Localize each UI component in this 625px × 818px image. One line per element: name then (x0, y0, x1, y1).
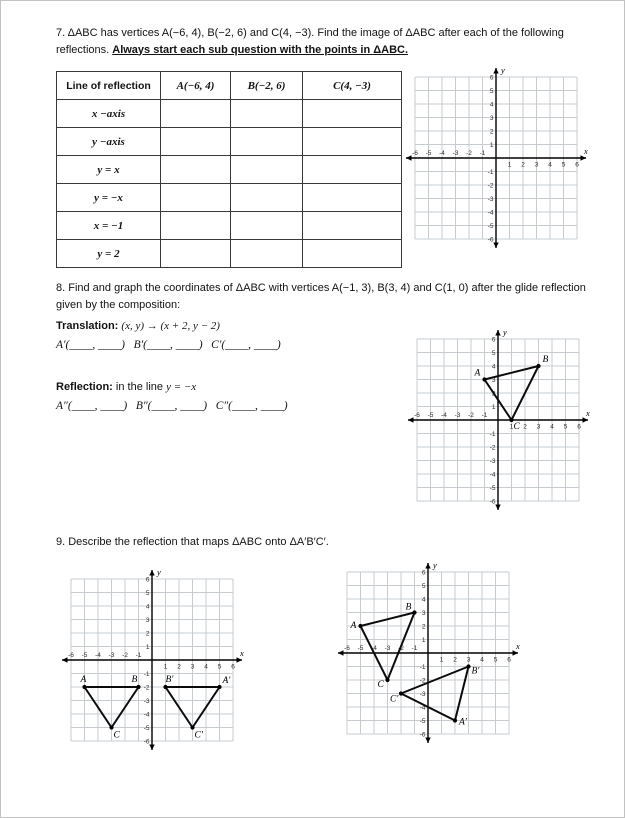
svg-text:y: y (157, 567, 161, 577)
q8-statement: 8. Find and graph the coordinates of ΔABC with vertices A(−1, 3), B(3, 4) and C(1, 0) after the glide reflection given by the composition: (56, 282, 586, 311)
svg-text:A′: A′ (459, 717, 467, 728)
svg-text:-5: -5 (489, 485, 496, 492)
q8-reflection-label: Reflection: (56, 381, 113, 393)
q7-reflection-table (56, 71, 402, 268)
svg-text:A: A (350, 621, 357, 631)
svg-text:-3: -3 (454, 412, 461, 419)
svg-text:B′: B′ (471, 666, 480, 677)
svg-text:3: 3 (534, 161, 539, 169)
svg-text:2: 2 (453, 656, 457, 664)
svg-text:-4: -4 (371, 645, 377, 652)
q7-table-row (57, 100, 402, 128)
svg-text:-6: -6 (419, 731, 426, 739)
svg-text:2: 2 (489, 128, 494, 136)
q9-statement: 9. Describe the reflection that maps ΔABC onto ΔA′B′C′. (56, 536, 329, 548)
svg-text:2: 2 (177, 663, 181, 671)
q7-row-label: y = x (57, 156, 161, 184)
svg-text:-4: -4 (441, 412, 447, 419)
coordinate-plane (51, 559, 253, 761)
svg-text:x: x (584, 146, 588, 156)
svg-text:-2: -2 (143, 684, 150, 692)
q7-header-vertex: A(−6, 4) (161, 72, 231, 100)
coordinate-plane (397, 319, 599, 521)
svg-text:6: 6 (489, 74, 494, 82)
q7-answer-cell (161, 128, 231, 156)
svg-text:-2: -2 (466, 150, 472, 157)
svg-text:-3: -3 (487, 196, 494, 203)
q8-translation-answer-blanks: A′(____, ____) B′(____, ____) C′(____, ____) (56, 339, 281, 351)
q7-answer-cell (231, 128, 303, 156)
q7-statement-emphasis: Always start each sub question with the points in ΔABC. (112, 43, 409, 56)
svg-text:5: 5 (493, 656, 498, 664)
q8-translation-rule: (x, y) → (x + 2, y − 2) (121, 320, 220, 332)
q7-table-row (57, 156, 402, 184)
svg-text:-2: -2 (419, 677, 426, 685)
svg-text:6: 6 (421, 569, 426, 577)
q7-answer-cell (161, 240, 231, 268)
svg-text:-2: -2 (487, 182, 494, 190)
svg-text:-6: -6 (487, 236, 494, 244)
svg-text:-5: -5 (425, 150, 432, 157)
q7-table-row (57, 212, 402, 240)
svg-text:4: 4 (421, 596, 426, 604)
q7-row-label: x −axis (57, 100, 161, 128)
svg-text:4: 4 (548, 161, 552, 169)
q7-table-header-row (57, 72, 402, 100)
svg-text:-6: -6 (143, 738, 150, 746)
svg-text:1: 1 (145, 644, 150, 651)
q7-row-label: y −axis (57, 128, 161, 156)
svg-text:5: 5 (491, 350, 496, 357)
q7-answer-cell (303, 156, 402, 184)
coordinate-plane (327, 552, 529, 754)
svg-text:-5: -5 (357, 645, 364, 652)
svg-text:-5: -5 (419, 718, 426, 725)
svg-text:-2: -2 (468, 412, 474, 419)
q7-table-row (57, 184, 402, 212)
svg-text:3: 3 (491, 377, 496, 384)
svg-text:2: 2 (523, 423, 527, 431)
svg-text:-5: -5 (81, 652, 88, 659)
svg-text:-5: -5 (427, 412, 434, 419)
q7-answer-cell (161, 156, 231, 184)
svg-text:B: B (131, 675, 138, 685)
svg-text:-4: -4 (487, 209, 494, 217)
svg-text:4: 4 (550, 423, 554, 431)
svg-text:B′: B′ (165, 675, 174, 685)
svg-text:-3: -3 (489, 458, 496, 465)
svg-text:-3: -3 (419, 691, 426, 698)
svg-text:5: 5 (217, 663, 222, 671)
svg-text:6: 6 (575, 161, 579, 169)
svg-text:-1: -1 (481, 412, 488, 419)
q7-table-row (57, 240, 402, 268)
svg-text:-4: -4 (489, 471, 496, 479)
q7-answer-cell (231, 100, 303, 128)
svg-text:2: 2 (145, 630, 150, 638)
svg-text:4: 4 (145, 603, 150, 611)
q9-coordinate-grid-left (51, 559, 253, 766)
svg-text:1: 1 (509, 423, 514, 431)
svg-text:-3: -3 (108, 652, 115, 659)
q8-reflection-rule: y = −x (166, 381, 197, 393)
svg-text:3: 3 (466, 656, 471, 664)
q7-header-vertex: B(−2, 6) (231, 72, 303, 100)
svg-text:C: C (113, 730, 120, 741)
svg-text:-5: -5 (143, 725, 150, 732)
svg-text:1: 1 (489, 142, 494, 149)
q7-coordinate-grid (395, 57, 597, 264)
svg-text:A: A (474, 368, 481, 379)
q7-table-row (57, 128, 402, 156)
svg-text:-4: -4 (439, 150, 445, 157)
svg-text:-3: -3 (384, 645, 391, 652)
q7-answer-cell (231, 156, 303, 184)
svg-text:-3: -3 (452, 150, 459, 157)
svg-text:x: x (586, 408, 590, 418)
q7-answer-cell (231, 240, 303, 268)
svg-text:4: 4 (204, 663, 208, 671)
svg-text:x: x (516, 641, 520, 651)
svg-text:3: 3 (421, 610, 426, 617)
svg-text:A: A (80, 675, 87, 685)
svg-text:4: 4 (491, 363, 496, 371)
q9-coordinate-grid-right (327, 552, 529, 759)
q7-header-line-of-reflection: Line of reflection (57, 72, 161, 100)
svg-text:3: 3 (190, 663, 195, 671)
q7-answer-cell (231, 184, 303, 212)
q7-answer-cell (303, 100, 402, 128)
q7-table-body (57, 100, 402, 268)
svg-text:C′: C′ (194, 730, 203, 741)
svg-text:-3: -3 (143, 698, 150, 705)
svg-text:-1: -1 (411, 645, 418, 652)
q7-answer-cell (161, 100, 231, 128)
svg-text:C′: C′ (390, 694, 399, 705)
svg-text:5: 5 (489, 88, 494, 95)
svg-text:-1: -1 (487, 169, 494, 176)
svg-text:-1: -1 (143, 671, 150, 678)
svg-text:B: B (405, 602, 412, 613)
svg-text:B: B (542, 355, 549, 365)
svg-text:-6: -6 (412, 150, 418, 157)
svg-text:-6: -6 (414, 412, 420, 419)
svg-text:-2: -2 (122, 652, 128, 659)
svg-text:1: 1 (421, 637, 426, 644)
svg-text:6: 6 (507, 656, 511, 664)
svg-text:-2: -2 (489, 444, 496, 452)
svg-text:-6: -6 (68, 652, 74, 659)
svg-text:-1: -1 (135, 652, 142, 659)
q7-row-label: y = 2 (57, 240, 161, 268)
svg-text:-4: -4 (95, 652, 101, 659)
svg-text:6: 6 (231, 663, 235, 671)
q7-table-head (57, 72, 402, 100)
svg-text:5: 5 (145, 590, 150, 597)
svg-text:y: y (503, 327, 507, 337)
svg-text:x: x (240, 648, 244, 658)
svg-text:A′: A′ (222, 676, 231, 686)
coordinate-plane (395, 57, 597, 259)
svg-text:5: 5 (561, 161, 566, 169)
svg-text:2: 2 (421, 623, 426, 631)
svg-text:-1: -1 (489, 431, 496, 438)
svg-text:1: 1 (507, 161, 512, 169)
svg-text:C: C (377, 680, 384, 690)
svg-text:1: 1 (491, 404, 496, 411)
svg-text:-1: -1 (479, 150, 486, 157)
svg-text:5: 5 (421, 583, 426, 590)
svg-text:y: y (501, 65, 505, 75)
q7-answer-cell (303, 128, 402, 156)
svg-text:5: 5 (563, 423, 568, 431)
svg-text:-6: -6 (344, 645, 350, 652)
svg-text:3: 3 (489, 115, 494, 122)
svg-text:-2: -2 (398, 645, 404, 652)
svg-text:3: 3 (536, 423, 541, 431)
q7-answer-cell (303, 240, 402, 268)
q8-translation-label: Translation: (56, 320, 119, 332)
q7-answer-cell (231, 212, 303, 240)
svg-text:-4: -4 (419, 704, 426, 712)
q7-answer-cell (161, 184, 231, 212)
svg-text:1: 1 (163, 663, 168, 671)
q7-answer-cell (303, 212, 402, 240)
q7-answer-cell (161, 212, 231, 240)
svg-text:6: 6 (577, 423, 581, 431)
svg-text:C: C (513, 422, 520, 432)
q7-row-label: y = −x (57, 184, 161, 212)
svg-text:1: 1 (439, 656, 444, 664)
svg-text:3: 3 (145, 617, 150, 624)
svg-text:-1: -1 (419, 664, 426, 671)
q7-header-vertex: C(4, −3) (303, 72, 402, 100)
svg-text:4: 4 (489, 101, 494, 109)
q8-coordinate-grid (397, 319, 599, 526)
q7-row-label: x = −1 (57, 212, 161, 240)
svg-text:6: 6 (145, 576, 150, 584)
q7-statement-text: 7. ΔABC has vertices A(−6, 4), B(−2, 6) and C(4, −3). Find the image of ΔABC after each of the following reflections. (56, 27, 564, 56)
svg-text:2: 2 (521, 161, 525, 169)
svg-text:2: 2 (491, 390, 496, 398)
svg-text:-4: -4 (143, 711, 150, 719)
svg-text:6: 6 (491, 336, 496, 344)
q7-statement (56, 25, 584, 58)
svg-text:4: 4 (480, 656, 484, 664)
q8-reflection-text: in the line (115, 381, 163, 393)
svg-text:-5: -5 (487, 223, 494, 230)
svg-text:-6: -6 (489, 498, 496, 506)
q8-reflection-answer-blanks: A″(____, ____) B″(____, ____) C″(____, ____) (56, 400, 288, 412)
svg-text:y: y (433, 560, 437, 570)
q7-answer-cell (303, 184, 402, 212)
